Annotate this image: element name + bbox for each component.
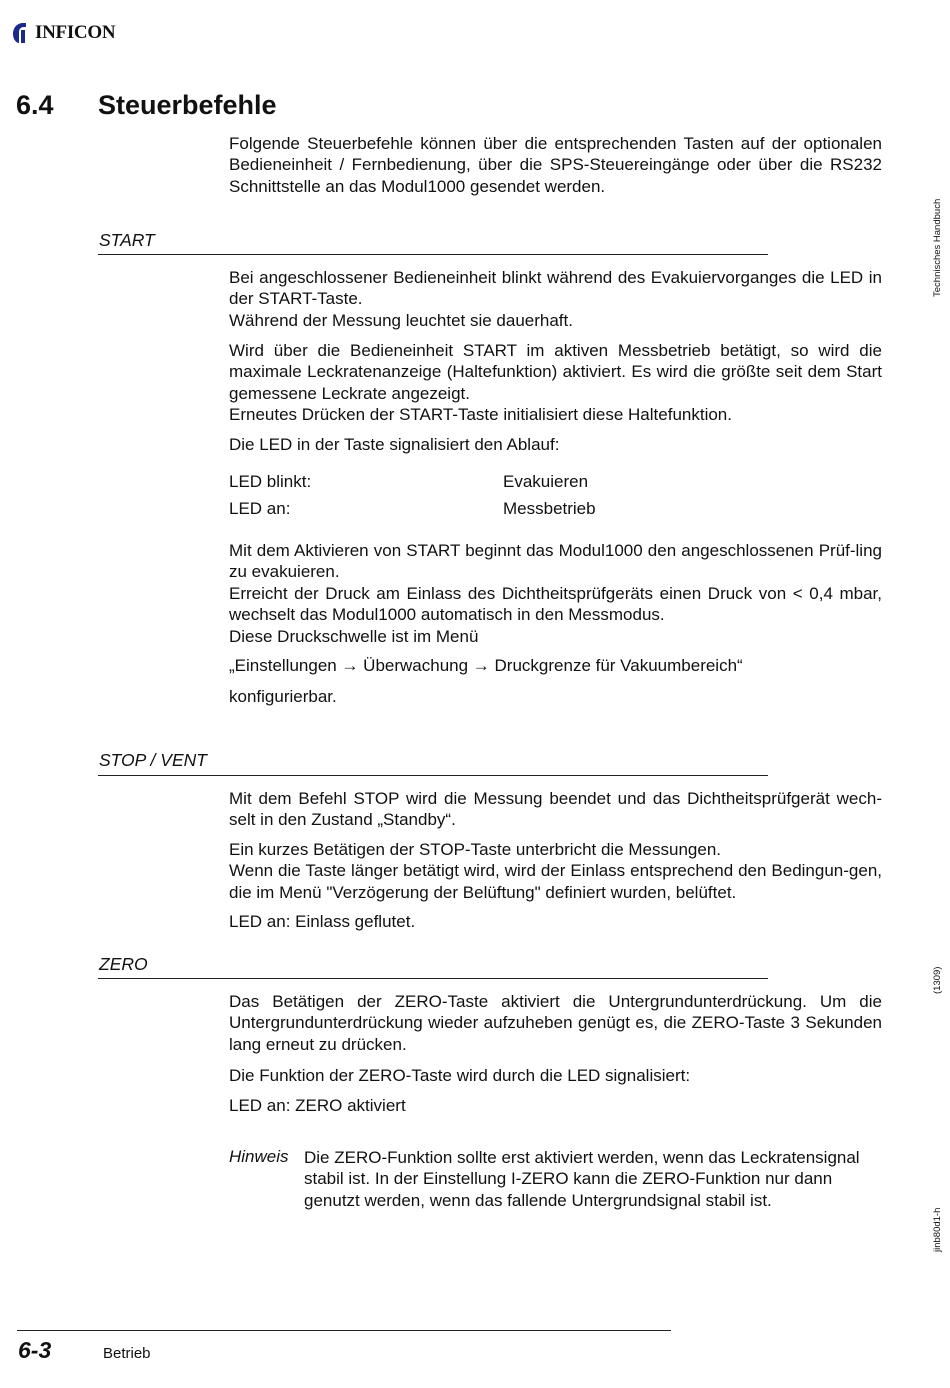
footer-divider [17,1330,671,1331]
note-text: Die ZERO-Funktion sollte erst aktiviert werden, wenn das Leckratensignal stabil ist. In der Einstellung I-ZERO kann die ZERO-Funktion nur dann genutzt werden, wenn das fallende Untergrundsignal stabil ist. [304,1148,860,1210]
start-divider [98,254,768,255]
inficon-logo [12,20,115,46]
zero-heading: ZERO [99,954,148,974]
start-p2a: Wird über die Bedieneinheit START im aktiven Messbetrieb betätigt, so wird die maximale Leckratenanzeige (Haltefunktion) aktiviert. Es wird die größte seit dem Start gemessene Leckrate angezeigt. [229,341,882,403]
stop-block-2 [229,839,882,903]
intro-paragraph [229,133,882,197]
led-on-label: LED an: [229,499,291,518]
stop-p2b: Wenn die Taste länger betätigt wird, wird der Einlass entsprechend den Bedingun-gen, die im Menü "Verzögerung der Belüftung" definiert wurden, belüftet. [229,861,882,902]
start-p2b: Erneutes Drücken der START-Taste initialisiert diese Haltefunktion. [229,405,732,425]
zero-block-2 [229,1065,882,1086]
stop-p3: LED an: Einlass geflutet. [229,912,416,931]
start-block-4 [229,540,882,647]
sidebar-manual-title: Technisches Handbuch [932,198,943,297]
start-p3: Die LED in der Taste signalisiert den Ablauf: [229,435,560,454]
start-block-3 [229,434,882,455]
stop-p2a: Ein kurzes Betätigen der STOP-Taste unterbricht die Messungen. [229,840,721,859]
zero-divider [98,978,768,979]
stop-p1: Mit dem Befehl STOP wird die Messung beendet und das Dichtheitsprüfgerät wech-selt in den Zustand „Standby“. [229,789,882,830]
start-p4b: Erreicht der Druck am Einlass des Dichtheitsprüfgeräts einen Druck von < 0,4 mbar, wechselt das Modul1000 automatisch in den Messmodus. [229,583,882,625]
logo-text: INFICON [35,22,116,43]
note-label: Hinweis [229,1147,289,1166]
intro-text: Folgende Steuerbefehle können über die entsprechenden Tasten auf der optionalen Bedieneinheit / Fernbedienung, über die SPS-Steuereingänge oder über die RS232 Schnittstelle an das Modul1000 gesendet werden. [229,134,882,196]
stop-heading: STOP / VENT [99,750,207,770]
start-block-6 [229,686,882,707]
sidebar-date: (1309) [932,966,943,994]
start-p6: konfigurierbar. [229,687,337,706]
start-p4c: Diese Druckschwelle ist im Menü [229,626,479,646]
start-p1b: Während der Messung leuchtet sie dauerhaft. [229,310,573,330]
led-on-value: Messbetrieb [503,499,596,518]
zero-block-1 [229,991,882,1055]
stop-divider [98,775,768,776]
start-block-5 [229,655,882,676]
zero-p3: LED an: ZERO aktiviert [229,1096,406,1115]
zero-p2: Die Funktion der ZERO-Taste wird durch die LED signalisiert: [229,1066,691,1085]
start-p4a: Mit dem Aktivieren von START beginnt das Modul1000 den angeschlossenen Prüf-ling zu evakuieren. [229,541,882,582]
sidebar-doc-code: jinb80d1-h [932,1207,943,1252]
start-p1a: Bei angeschlossener Bedieneinheit blinkt während des Evakuiervorganges die LED in der START-Taste. [229,268,882,309]
chapter-label: Betrieb [103,1345,151,1362]
led-blink-value: Evakuieren [503,472,589,491]
section-number: 6.4 [16,90,54,120]
menu-path: „Einstellungen → Überwachung → Druckgrenze für Vakuumbereich“ [229,656,743,675]
start-heading: START [99,230,155,250]
logo-mark-icon [12,21,34,45]
stop-block-3 [229,911,882,932]
page-number: 6-3 [18,1337,52,1363]
start-block-1 [229,267,882,331]
zero-block-3 [229,1095,882,1116]
stop-block-1 [229,788,882,831]
zero-p1: Das Betätigen der ZERO-Taste aktiviert die Untergrundunterdrückung. Um die Untergrundunterdrückung wieder aufzuheben genügt es, die ZERO-Taste 3 Sekunden lang erneut zu drücken. [229,992,882,1054]
led-blink-label: LED blinkt: [229,472,312,491]
start-block-2 [229,340,882,426]
section-title: Steuerbefehle [98,90,277,120]
